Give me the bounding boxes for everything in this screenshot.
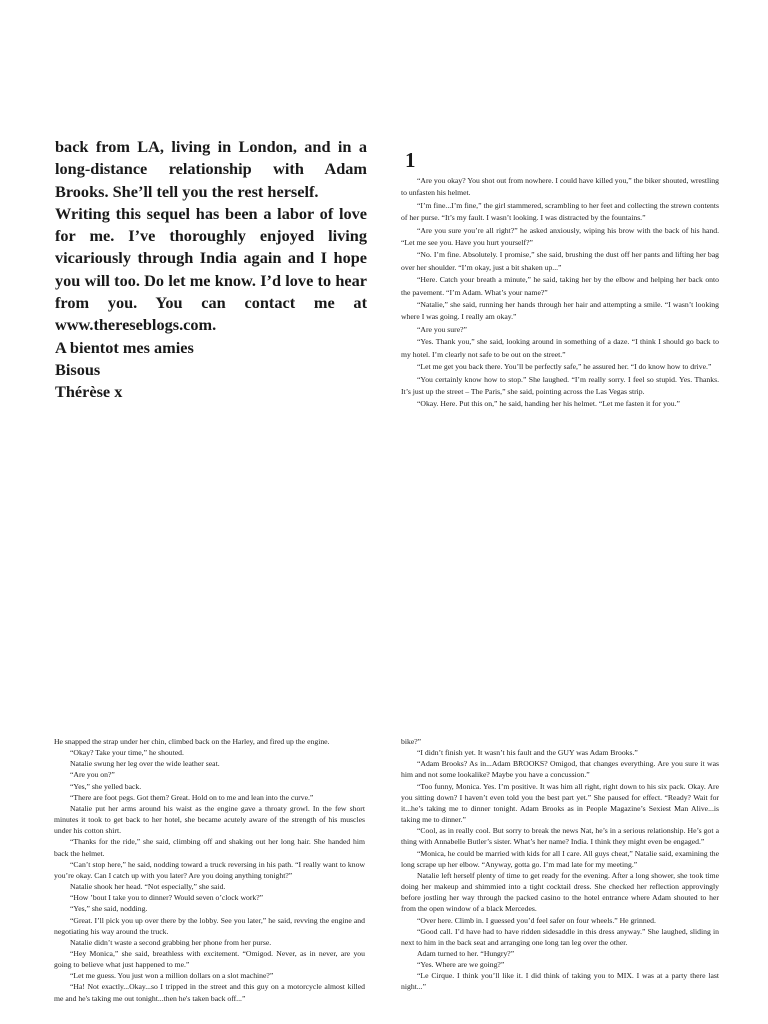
chapter-paragraph: “Yes. Thank you,” she said, looking around in something of a daze. “I think I should go back to my hotel. I’m clearly not safe to be out on the street.” — [401, 337, 719, 359]
story-paragraph: He snapped the strap under her chin, climbed back on the Harley, and fired up the engine. — [54, 737, 330, 746]
story-paragraph: “I didn’t finish yet. It wasn’t his fault and the GUY was Adam Brooks.” — [417, 748, 638, 758]
story-paragraph: Natalie shook her head. “Not especially,” she said. — [70, 882, 226, 892]
story-paragraph: “How ’bout I take you to dinner? Would seven o’clock work?” — [70, 893, 264, 903]
story-paragraph: Adam turned to her. “Hungry?” — [417, 948, 515, 958]
chapter-paragraph: “I’m fine...I’m fine,” the girl stammered, scrambling to her feet and collecting the strewn contents of her purse. “It’s my fault. I wasn’t looking. I was distracted by the fountains.” — [401, 200, 719, 223]
story-paragraph: “There are foot pegs. Got them? Great. Hold on to me and lean into the curve.” — [70, 792, 314, 802]
story-paragraph: “Adam Brooks? As in...Adam BROOKS? Omigod, that changes everything. Are you sure it was him and not some lookalike? Maybe you have a concussion.” — [401, 759, 719, 780]
intro-paragraph-1: back from LA, living in London, and in a long-distance relationship with Adam Brooks. She’ll tell you the rest herself. — [55, 137, 367, 201]
story-paragraph: Natalie didn’t waste a second grabbing her phone from her purse. — [70, 937, 272, 947]
story-paragraph: “Yes. Where are we going?” — [417, 960, 505, 970]
story-paragraph: Natalie put her arms around his waist as the engine gave a throaty growl. In the few short minutes it took to get back to her hotel, she became acutely aware of the strength of his muscles under his cotton shirt. — [54, 803, 365, 836]
story-paragraph: “Can’t stop here,” he said, nodding toward a truck reversing in his path. “I really want to know you’re okay. Can I catch up with you later? Are you doing anything tonight?” — [54, 859, 365, 880]
story-paragraph: “Yes,” she yelled back. — [70, 781, 142, 791]
story-paragraph: Natalie left herself plenty of time to get ready for the evening. After a long shower, she took time doing her makeup and shimmied into a tight cocktail dress. She checked her reflection approvingly before jostling her way through the packed casino to the hotel entrance where Adam shouted to her from the open window of a black Mercedes. — [401, 870, 719, 914]
chapter-paragraph: “No. I’m fine. Absolutely. I promise,” she said, brushing the dust off her pants and lifting her bag over her shoulder. “I’m okay, just a bit shaken up...” — [401, 250, 719, 272]
story-paragraph: “Hey Monica,” she said, breathless with excitement. “Omigod. Never, as in never, are you going to believe what just happened to me.” — [54, 948, 365, 970]
chapter-paragraph: “Are you sure you’re all right?” he asked anxiously, wiping his brow with the back of his hand. “Let me see you. Have you hurt yourself?” — [401, 225, 719, 248]
story-paragraph: “Le Cirque. I think you’ll like it. I did think of taking you to MIX. I was at a party there last night...” — [401, 971, 719, 992]
signoff-line-1: A bientot mes amies — [55, 337, 194, 357]
chapter-paragraph: “Okay. Here. Put this on,” he said, handing her his helmet. “Let me fasten it for you.” — [417, 399, 680, 409]
story-paragraph: “Are you on?” — [70, 770, 115, 780]
story-paragraph: “Let me guess. You just won a million dollars on a slot machine?” — [70, 971, 274, 981]
story-continuation-line: bike?” — [401, 737, 422, 746]
story-paragraph: “Monica, he could be married with kids for all I care. All guys cheat,” Natalie said, examining the long scrape up her elbow. “Anyway, gotta go. I’m mad late for my meeting.” — [401, 848, 719, 869]
story-paragraph: Natalie swung her leg over the wide leather seat. — [70, 759, 220, 769]
page-top-right — [401, 148, 719, 448]
story-paragraph: “Thanks for the ride,” she said, climbing off and shaking out her long hair. She handed him back the helmet. — [54, 837, 365, 858]
story-paragraph: “Great. I’ll pick you up over there by the lobby. See you later,” he said, revving the engine and negotiating his way around the truck. — [54, 915, 365, 936]
chapter-paragraph: “Are you sure?” — [417, 324, 467, 334]
page-bottom-right — [401, 736, 719, 1024]
signoff-line-3: Thérèse x — [55, 382, 123, 402]
page-bottom-left — [54, 736, 365, 1024]
story-paragraph: “Cool, as in really cool. But sorry to break the news Nat, he’s in a serious relationship. He’s got a thing with Annabelle Butler’s sister. What’s her name? India. I think they might even be engaged.” — [401, 826, 719, 847]
chapter-paragraph: “Natalie,” she said, running her hands through her hair and attempting a smile. “I wasn’t looking where I was going. I really am okay.” — [401, 300, 719, 322]
story-paragraph: “Too funny, Monica. Yes. I’m positive. It was him all right, right down to his six pack. Okay. Are you sitting down? I haven’t even told you the best part yet.” She paused for effect. “Ready? Wait for it...he’s taking me to dinner tonight. Adam Brooks as in People Magazine’s Sexiest Man Alive...is taking me to dinner.” — [401, 781, 719, 825]
chapter-paragraph: “Are you okay? You shot out from nowhere. I could have killed you,” the biker shouted, wrestling to unfasten his helmet. — [401, 176, 719, 198]
page-top-left — [55, 136, 367, 456]
signoff-line-2: Bisous — [55, 359, 101, 379]
chapter-paragraph: “You certainly know how to stop.” She laughed. “I’m really sorry. I feel so stupid. Yes. Thanks. It’s just up the street – The Paris,” she said, pointing across the Las Vegas strip. — [401, 374, 719, 396]
chapter-paragraph: “Let me get you back there. You’ll be perfectly safe,” he assured her. “I do know how to drive.” — [417, 362, 712, 372]
chapter-number: 1 — [405, 148, 416, 172]
story-paragraph: “Good call. I’d have had to have ridden sidesaddle in this dress anyway.” She laughed, sliding in next to him in the back seat and arranging one long tan leg over the other. — [401, 926, 719, 947]
story-paragraph: “Yes,” she said, nodding. — [70, 904, 148, 914]
story-paragraph: “Okay? Take your time,” he shouted. — [70, 748, 184, 758]
chapter-paragraph: “Here. Catch your breath a minute,” he said, taking her by the elbow and helping her back onto the pavement. “I’m Adam. What’s your name?” — [401, 275, 719, 297]
story-paragraph: “Over here. Climb in. I guessed you’d feel safer on four wheels.” He grinned. — [417, 915, 656, 925]
intro-paragraph-2: Writing this sequel has been a labor of love for me. I’ve thoroughly enjoyed living vicariously through India again and I hope you will too. Do let me know. I’d love to hear from you. You can contact me at www.thereseblogs.com. — [55, 203, 367, 335]
story-paragraph: “Ha! Not exactly...Okay...so I tripped in the street and this guy on a motorcycle almost killed me and he's taking me out tonight...then he's taken back off...” — [54, 982, 365, 1003]
